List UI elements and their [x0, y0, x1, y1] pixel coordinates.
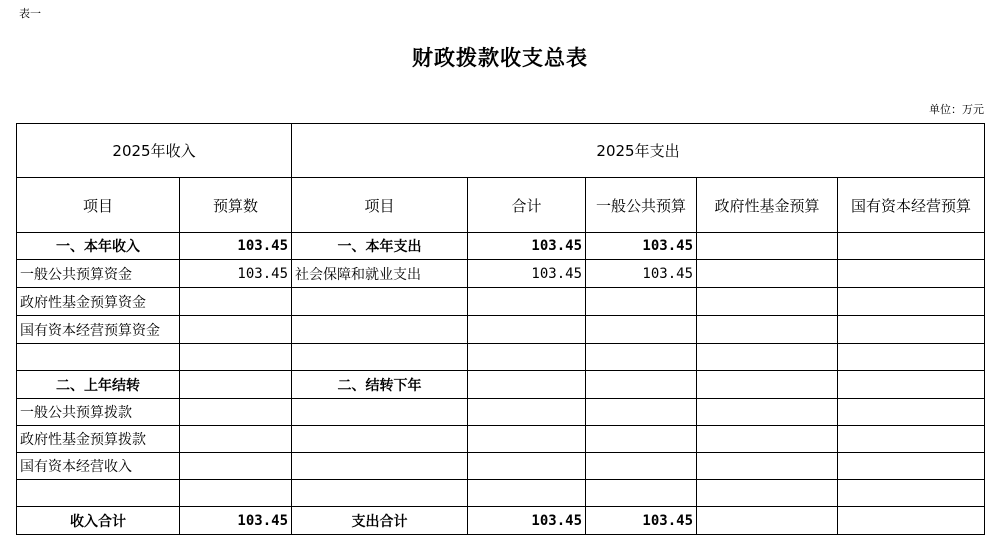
expense-item-cell: 社会保障和就业支出 [292, 260, 468, 288]
expense-item-cell [292, 344, 468, 371]
table-row [17, 480, 985, 507]
table-row [17, 233, 985, 260]
general-public-header: 一般公共预算 [586, 178, 697, 233]
expense-item-cell [292, 399, 468, 426]
table-row [17, 260, 985, 288]
group-header-row [17, 124, 985, 178]
income-amount-cell [180, 344, 292, 371]
general-public-cell: 103.45 [586, 233, 697, 260]
income-amount-cell [180, 288, 292, 316]
page-title: 财政拨款收支总表 [412, 45, 588, 70]
gov-fund-header: 政府性基金预算 [697, 178, 838, 233]
table-row [17, 426, 985, 453]
expense-total-cell: 103.45 [468, 233, 586, 260]
expense-total-cell [468, 399, 586, 426]
gov-fund-cell [697, 426, 838, 453]
expense-item-cell [292, 453, 468, 480]
state-capital-cell [838, 233, 985, 260]
income-amount-cell: 103.45 [180, 507, 292, 535]
expense-total-cell [468, 371, 586, 399]
table-row [17, 344, 985, 371]
income-item-cell: 二、上年结转 [17, 371, 180, 399]
table-row [17, 371, 985, 399]
income-item-cell: 政府性基金预算拨款 [17, 426, 180, 453]
general-public-cell [586, 316, 697, 344]
table-row [17, 316, 985, 344]
expense-total-cell [468, 288, 586, 316]
expense-total-cell [468, 344, 586, 371]
expense-item-header: 项目 [292, 178, 468, 233]
unit-label: 单位：万元 [929, 103, 984, 116]
general-public-cell [586, 344, 697, 371]
state-capital-cell [838, 288, 985, 316]
gov-fund-cell [697, 480, 838, 507]
income-group-header: 2025年收入 [17, 124, 292, 178]
general-public-cell [586, 426, 697, 453]
expense-item-cell [292, 288, 468, 316]
general-public-cell: 103.45 [586, 507, 697, 535]
expense-item-cell: 一、本年支出 [292, 233, 468, 260]
income-budget-header: 预算数 [180, 178, 292, 233]
expense-item-cell [292, 316, 468, 344]
state-capital-cell [838, 316, 985, 344]
table-number: 表一 [19, 7, 41, 20]
expense-total-cell [468, 316, 586, 344]
income-amount-cell [180, 480, 292, 507]
expense-group-header: 2025年支出 [292, 124, 985, 178]
income-item-cell: 国有资本经营预算资金 [17, 316, 180, 344]
general-public-cell [586, 371, 697, 399]
state-capital-cell [838, 344, 985, 371]
income-amount-cell: 103.45 [180, 233, 292, 260]
general-public-cell [586, 288, 697, 316]
totals-row [17, 507, 985, 535]
income-item-cell [17, 344, 180, 371]
expense-item-cell: 支出合计 [292, 507, 468, 535]
table-row [17, 399, 985, 426]
expense-total-cell [468, 426, 586, 453]
expense-item-cell [292, 426, 468, 453]
state-capital-cell [838, 453, 985, 480]
gov-fund-cell [697, 344, 838, 371]
income-item-header: 项目 [17, 178, 180, 233]
expense-item-cell [292, 480, 468, 507]
income-amount-cell [180, 426, 292, 453]
income-amount-cell [180, 316, 292, 344]
state-capital-cell [838, 399, 985, 426]
expense-total-cell: 103.45 [468, 260, 586, 288]
expense-item-cell: 二、结转下年 [292, 371, 468, 399]
state-capital-cell [838, 480, 985, 507]
column-header-row [17, 178, 985, 233]
gov-fund-cell [697, 453, 838, 480]
general-public-cell: 103.45 [586, 260, 697, 288]
state-capital-cell [838, 260, 985, 288]
state-capital-cell [838, 507, 985, 535]
expense-total-header: 合计 [468, 178, 586, 233]
gov-fund-cell [697, 399, 838, 426]
income-item-cell [17, 480, 180, 507]
gov-fund-cell [697, 260, 838, 288]
general-public-cell [586, 453, 697, 480]
income-amount-cell: 103.45 [180, 260, 292, 288]
expense-total-cell: 103.45 [468, 507, 586, 535]
gov-fund-cell [697, 233, 838, 260]
income-item-cell: 一、本年收入 [17, 233, 180, 260]
income-item-cell: 一般公共预算拨款 [17, 399, 180, 426]
table-row [17, 288, 985, 316]
general-public-cell [586, 480, 697, 507]
income-amount-cell [180, 371, 292, 399]
expense-total-cell [468, 480, 586, 507]
state-capital-header: 国有资本经营预算 [838, 178, 985, 233]
income-item-cell: 国有资本经营收入 [17, 453, 180, 480]
expense-total-cell [468, 453, 586, 480]
gov-fund-cell [697, 507, 838, 535]
budget-table [16, 123, 985, 535]
income-item-cell: 收入合计 [17, 507, 180, 535]
general-public-cell [586, 399, 697, 426]
state-capital-cell [838, 426, 985, 453]
table-row [17, 453, 985, 480]
income-item-cell: 政府性基金预算资金 [17, 288, 180, 316]
income-amount-cell [180, 399, 292, 426]
gov-fund-cell [697, 316, 838, 344]
gov-fund-cell [697, 371, 838, 399]
state-capital-cell [838, 371, 985, 399]
gov-fund-cell [697, 288, 838, 316]
income-amount-cell [180, 453, 292, 480]
income-item-cell: 一般公共预算资金 [17, 260, 180, 288]
